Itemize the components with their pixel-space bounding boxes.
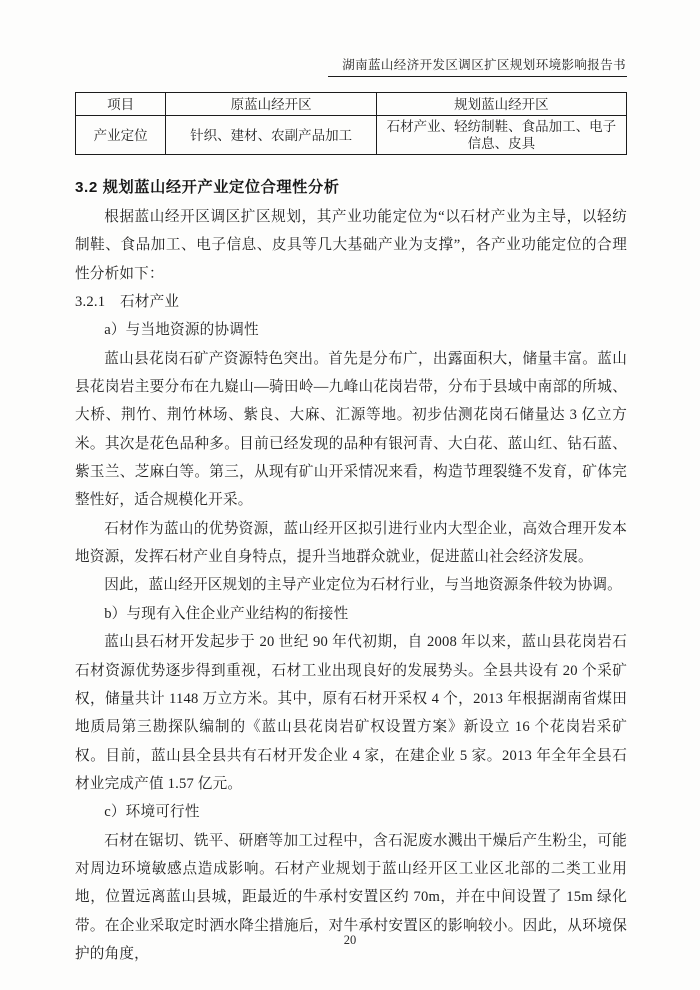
cell-industry-positioning: 产业定位 [76,116,166,155]
section-heading-3-2: 3.2 规划蓝山经开产业定位合理性分析 [75,179,340,196]
col-header-original-zone: 原蓝山经开区 [166,93,376,116]
paragraph-resource-coordination: 蓝山县花岗石矿产资源特色突出。首先是分布广，出露面积大，储量丰富。蓝山县花岗岩主要分布在九嶷山—骑田岭—九峰山花岗岩带，分布于县域中南部的所城、大桥、荆竹、荆竹林场、紫良、大麻、汇源等地。初步估测花岗石储量达 3 亿立方米。其次是花色品种多。目前已经发现的品种有银河青、大白花、蓝山红、钻石蓝、紫玉兰、芝麻白等。第三，从现有矿山开采情况来看，构造节理裂缝不发育，矿体完整性好，适合规模化开采。 [75,350,627,509]
running-header [75,56,627,80]
paragraph-intro: 根据蓝山经开区调区扩区规划，其产业功能定位为“以石材产业为主导，以轻纺制鞋、食品加工、电子信息、皮具等几大基础产业为支撑”，各产业功能定位的合理性分析如下： [75,209,627,282]
subsection-heading-3-2-1: 3.2.1 石材产业 [75,294,180,311]
report-title: 湖南蓝山经济开发区调区扩区规划环境影响报告书 [328,57,627,77]
cell-planned-industries: 石材产业、轻纺制鞋、食品加工、电子信息、皮具 [376,116,626,155]
col-header-planned-zone: 规划蓝山经开区 [376,93,626,116]
table-header-row [76,93,627,116]
section-body [75,203,627,968]
cell-original-industries: 针织、建材、农副产品加工 [166,116,376,155]
item-c-heading: c）环境可行性 [104,804,200,821]
paragraph-stone-advantage: 石材作为蓝山的优势资源，蓝山经开区拟引进行业内大型企业，高效合理开发本地资源，发挥石材产业自身特点，提升当地群众就业，促进蓝山社会经济发展。 [75,520,627,566]
paragraph-existing-enterprises: 蓝山县石材开发起步于 20 世纪 90 年代初期，自 2008 年以来，蓝山县花岗岩石石材资源优势逐步得到重视，石材工业出现良好的发展势头。全县共设有 20 个采矿权，储量共计 1148 万立方米。其中，原有石材开采权 4 个，2013 年根据湖南省煤田地质局第三勘探队编制的《蓝山县花岗岩矿权设置方案》新设立 16 个花岗岩采矿权。目前，蓝山县全县共有石材开发企业 4 家，在建企业 5 家。2013 年全年全县石材业完成产值 1.57 亿元。 [75,634,627,792]
paragraph-conclusion-a: 因此，蓝山经开区规划的主导产业定位为石材行业，与当地资源条件较为协调。 [104,577,622,594]
item-a-heading: a）与当地资源的协调性 [104,322,259,339]
item-b-heading: b）与现有入住企业产业结构的衔接性 [104,605,349,622]
page-number: 20 [343,933,357,947]
industry-positioning-table [75,92,627,155]
col-header-item: 项目 [76,93,166,116]
paragraph-environmental-feasibility: 石材在锯切、铣平、研磨等加工过程中，含石泥废水溅出干燥后产生粉尘，可能对周边环境敏感点造成影响。石材产业规划于蓝山经开区工业区北部的二类工业用地，位置远离蓝山县城，距最近的牛承村安置区约 70m，并在中间设置了 15m 绿化带。在企业采取定时洒水降尘措施后，对牛承村安置区的影响较小。因此，从环境保护的角度， [75,832,627,962]
table-row [76,116,627,155]
